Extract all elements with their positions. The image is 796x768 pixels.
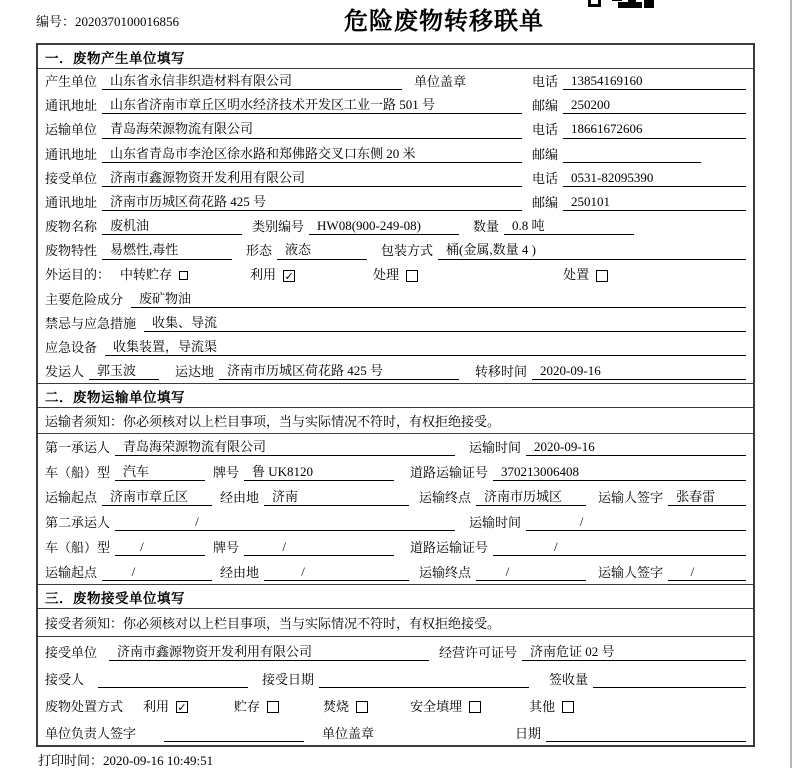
accept-date-value	[319, 687, 529, 688]
zip-label: 邮编	[532, 194, 559, 210]
producer-unit-label: 产生单位	[45, 73, 98, 89]
waste-traits-label: 废物特性	[45, 243, 98, 259]
transport-unit-label: 运输单位	[45, 122, 98, 138]
receiver-unit-label: 接受单位	[45, 645, 98, 661]
section-transporter	[38, 383, 753, 584]
option-label: 利用	[250, 267, 277, 283]
route-start-value: 济南市章丘区	[102, 489, 212, 506]
route-end-value: 济南市历城区	[476, 489, 586, 506]
option-use	[143, 699, 188, 715]
option-label: 处置	[563, 267, 590, 283]
checkbox-store	[267, 701, 279, 713]
doc-number-label: 编号：	[36, 14, 76, 29]
transport-address-label: 通讯地址	[45, 146, 98, 162]
transport-unit-value: 青岛海荣源物流有限公司	[102, 121, 522, 138]
section-receiver	[38, 584, 753, 745]
option-use	[250, 267, 295, 283]
phone-label: 电话	[532, 170, 559, 186]
transporter-sign-value: 张春雷	[668, 489, 746, 506]
row-contraindication	[38, 311, 753, 335]
emergency-equipment-label: 应急设备	[45, 340, 98, 355]
transport-time-label: 运输时间	[469, 440, 522, 456]
row-producer-address	[38, 93, 753, 117]
plate-value: /	[244, 539, 394, 556]
route-start-value: /	[102, 564, 212, 581]
row-receiver-unit2	[38, 637, 753, 664]
page-title: 危险废物转移联单	[344, 8, 544, 35]
hazard-component-label: 主要危险成分	[45, 291, 124, 307]
option-transfer-storage	[120, 267, 188, 283]
option-other	[529, 699, 574, 715]
transport-time-value: 2020-09-16	[526, 439, 746, 456]
category-code-value: HW08(900-249-08)	[309, 218, 459, 235]
producer-address-label: 通讯地址	[45, 98, 98, 114]
transport-time-label: 运输时间	[469, 515, 522, 531]
checkbox-use: ✓	[284, 269, 294, 283]
qr-code-fragment	[588, 0, 654, 9]
dispatcher-value: 郭玉波	[89, 363, 159, 380]
phone-column	[532, 170, 746, 187]
phone-value: 18661672606	[563, 121, 746, 138]
row-hazard-component	[38, 287, 753, 311]
acceptor-label: 接受人	[45, 672, 85, 688]
road-license-label: 道路运输证号	[410, 465, 489, 481]
qr-module	[644, 0, 654, 8]
print-time	[38, 750, 213, 768]
dispatcher-label: 发运人	[45, 364, 85, 380]
road-license-value: 370213006408	[493, 464, 746, 481]
row-vehicle2	[38, 534, 753, 559]
producer-unit-value: 山东省永信非织造材料有限公司	[102, 73, 402, 90]
option-label: 中转贮存	[120, 267, 173, 283]
road-license-label: 道路运输证号	[410, 540, 489, 556]
carrier1-label: 第一承运人	[45, 440, 111, 456]
route-end-value: /	[476, 564, 586, 581]
form-value: 液态	[277, 242, 367, 259]
transfer-time-label: 转移时间	[475, 364, 528, 380]
packing-value: 桶(金属,数量 4 )	[438, 242, 746, 259]
row-transport-address	[38, 142, 753, 166]
option-label: 其他	[529, 699, 556, 715]
option-store	[234, 699, 279, 715]
row-receiver-unit	[38, 166, 753, 190]
checkbox-treat	[406, 270, 418, 282]
row-purpose	[38, 263, 753, 287]
print-time-value: 2020-09-16 10:49:51	[103, 753, 214, 768]
row-route1	[38, 484, 753, 509]
received-qty-value	[593, 687, 746, 688]
option-label: 贮存	[234, 699, 261, 715]
doc-number	[36, 11, 179, 30]
date-label: 日期	[514, 726, 541, 742]
receiver-address-label: 通讯地址	[45, 194, 98, 210]
phone-label: 电话	[532, 73, 559, 89]
carrier1-value: 青岛海荣源物流有限公司	[115, 439, 455, 456]
section-producer	[38, 45, 753, 383]
section1-header: 一．废物产生单位填写	[38, 45, 753, 69]
page-edge-line	[790, 0, 792, 768]
route-via-value: /	[264, 564, 409, 581]
row-vehicle1	[38, 459, 753, 484]
vehicle-type-value: 汽车	[115, 464, 205, 481]
route-via-label: 经由地	[220, 565, 260, 581]
disposal-method-label: 废物处置方式	[45, 699, 124, 715]
row-carrier1	[38, 434, 753, 459]
unit-seal-label: 单位盖章	[322, 726, 375, 742]
row-route2	[38, 559, 753, 584]
unit-seal-label: 单位盖章	[414, 73, 467, 89]
quantity-label: 数量	[473, 219, 500, 235]
transporter-sign-label: 运输人签字	[598, 490, 664, 506]
vehicle-type-label: 车（船）型	[45, 465, 111, 481]
business-license-label: 经营许可证号	[439, 645, 518, 661]
transporter-sign-value: /	[668, 564, 746, 581]
plate-label: 牌号	[213, 465, 240, 481]
transport-time-value: /	[526, 514, 746, 531]
transport-address-value: 山东省青岛市李沧区徐水路和郑佛路交叉口东侧 20 米	[102, 146, 522, 163]
received-qty-label: 签收量	[549, 672, 589, 688]
checkbox-use: ✓	[177, 701, 187, 715]
packing-label: 包装方式	[381, 243, 434, 259]
phone-value: 13854169160	[563, 73, 746, 90]
row-waste-traits	[38, 238, 753, 262]
responsible-sign-label: 单位负责人签字	[45, 726, 137, 742]
row-accept	[38, 664, 753, 691]
row-producer-unit	[38, 69, 753, 93]
option-label: 处理	[373, 267, 400, 283]
row-signature	[38, 718, 753, 745]
qr-module	[628, 0, 636, 2]
waste-traits-value: 易燃性,毒性	[102, 242, 232, 259]
producer-address-value: 山东省济南市章丘区明水经济技术开发区工业一路 501 号	[102, 97, 522, 114]
route-end-label: 运输终点	[419, 490, 472, 506]
zip-label: 邮编	[532, 98, 559, 114]
date-value	[546, 741, 746, 742]
phone-label: 电话	[532, 122, 559, 138]
receiver-unit-label: 接受单位	[45, 170, 98, 186]
transfer-time-value: 2020-09-16	[532, 363, 746, 380]
qr-module	[588, 0, 601, 7]
notice-text: 运输者须知：你必须核对以上栏目事项，当与实际情况不符时，有权拒绝接受。	[45, 414, 501, 430]
print-time-label: 打印时间：	[38, 753, 104, 768]
contraindication-label: 禁忌与应急措施	[45, 315, 137, 331]
vehicle-type-value: /	[115, 539, 205, 556]
plate-label: 牌号	[213, 540, 240, 556]
section3-header: 三．废物接受单位填写	[38, 585, 753, 609]
hazard-component-value: 废矿物油	[131, 291, 746, 308]
quantity-value: 0.8 吨	[504, 218, 634, 235]
route-via-value: 济南	[264, 489, 409, 506]
checkbox-dispose	[596, 270, 608, 282]
qr-module	[618, 2, 642, 8]
destination-value: 济南市历城区荷花路 425 号	[219, 363, 459, 380]
row-waste-name	[38, 214, 753, 238]
checkbox-incinerate	[356, 701, 368, 713]
zip-column	[532, 194, 746, 211]
checkbox-transfer-storage	[179, 271, 188, 280]
route-end-label: 运输终点	[419, 565, 472, 581]
transporter-sign-label: 运输人签字	[598, 565, 664, 581]
zip-value: 250101	[563, 194, 746, 211]
phone-column	[532, 121, 746, 138]
zip-value	[563, 162, 701, 163]
receiver-unit-value: 济南市鑫源物资开发利用有限公司	[102, 170, 522, 187]
option-treat	[373, 267, 418, 283]
manifest-table	[36, 43, 755, 747]
row-receiver-address	[38, 190, 753, 214]
phone-value: 0531-82095390	[563, 170, 746, 187]
checkbox-other	[562, 701, 574, 713]
route-start-label: 运输起点	[45, 565, 98, 581]
option-landfill	[410, 699, 481, 715]
responsible-sign-value	[164, 741, 304, 742]
waste-name-value: 废机油	[102, 218, 242, 235]
carrier2-value: /	[115, 514, 455, 531]
transporter-notice	[38, 408, 753, 434]
form-label: 形态	[246, 243, 273, 259]
section2-header: 二．废物运输单位填写	[38, 384, 753, 408]
receiver-notice	[38, 609, 753, 637]
accept-date-label: 接受日期	[262, 672, 315, 688]
zip-column	[532, 147, 746, 163]
carrier2-label: 第二承运人	[45, 515, 111, 531]
zip-value: 250200	[563, 97, 746, 114]
acceptor-value	[98, 687, 248, 688]
notice-text: 接受者须知：你必须核对以上栏目事项，当与实际情况不符时，有权拒绝接受。	[45, 616, 501, 632]
checkbox-landfill	[469, 701, 481, 713]
row-disposal	[38, 691, 753, 718]
category-code-label: 类别编号	[252, 219, 305, 235]
waste-name-label: 废物名称	[45, 219, 98, 235]
zip-label: 邮编	[532, 146, 559, 162]
receiver-unit-value: 济南市鑫源物资开发利用有限公司	[109, 644, 429, 661]
contraindication-value: 收集、导流	[144, 315, 746, 332]
doc-number-value: 2020370100016856	[75, 14, 180, 29]
plate-value: 鲁 UK8120	[244, 464, 394, 481]
destination-label: 运达地	[175, 364, 215, 380]
receiver-address-value: 济南市历城区荷花路 425 号	[102, 194, 522, 211]
route-via-label: 经由地	[220, 490, 260, 506]
row-carrier2	[38, 509, 753, 534]
purpose-label: 外运目的：	[45, 267, 111, 283]
option-label: 焚烧	[323, 699, 350, 715]
qr-module	[612, 0, 622, 1]
route-start-label: 运输起点	[45, 490, 98, 506]
row-transport-unit	[38, 117, 753, 141]
row-emergency-equipment	[38, 335, 753, 359]
zip-column	[532, 97, 746, 114]
phone-column	[532, 73, 746, 90]
row-dispatch	[38, 359, 753, 383]
option-label: 安全填埋	[410, 699, 463, 715]
option-label: 利用	[143, 699, 170, 715]
option-dispose	[563, 267, 608, 283]
vehicle-type-label: 车（船）型	[45, 540, 111, 556]
business-license-value: 济南危证 02 号	[522, 644, 746, 661]
emergency-equipment-value: 收集装置，导流渠	[105, 339, 746, 356]
option-incinerate	[323, 699, 368, 715]
road-license-value: /	[493, 539, 746, 556]
